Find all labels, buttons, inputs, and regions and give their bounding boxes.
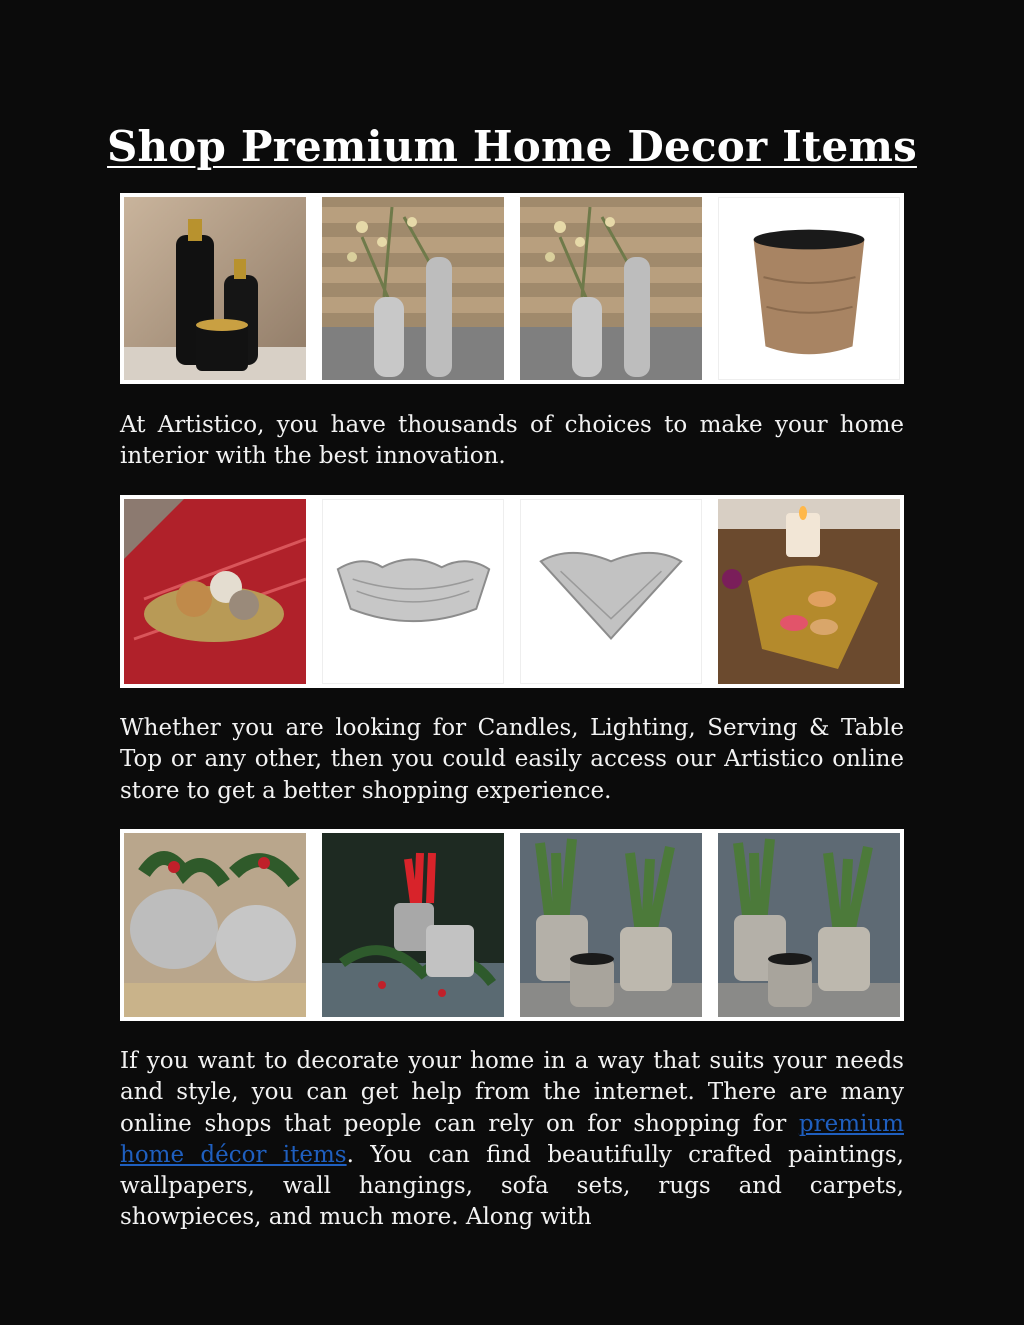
black-gold-vases-image [124, 197, 306, 380]
silver-vases-with-flowers-image [322, 197, 504, 380]
premium-home-decor-link[interactable]: premium home décor items [120, 1110, 904, 1168]
gold-heart-tray-macarons-image [718, 499, 900, 684]
silver-pots-red-flowers-image [322, 833, 504, 1017]
page-title: Shop Premium Home Decor Items [107, 122, 917, 171]
decorate-paragraph [120, 1046, 904, 1234]
intro-paragraph: At Artistico, you have thousands of choices to make your home interior with the best innovation. [120, 412, 904, 470]
silver-pots-snake-plant-image [520, 833, 702, 1017]
silver-vases-with-flowers-image-2 [520, 197, 702, 380]
image-strip-2 [120, 495, 904, 688]
decorate-text-start: If you want to decorate your home in a way that suits your needs and style, you can get help from the internet. There are many online shops that people can rely on for shopping for [120, 1048, 904, 1137]
decorate-text-end: . You can find beautifully crafted paintings, wallpapers, wall hangings, sofa sets, rugs and carpets, showpieces, and much more. Along with [120, 1141, 904, 1231]
silver-wire-bowl-image [322, 499, 504, 684]
image-strip-1 [120, 193, 904, 384]
hammered-gold-planter-image [718, 197, 900, 380]
silver-pots-poinsettia-image [124, 833, 306, 1017]
gold-bowl-with-balls-image [124, 499, 306, 684]
silver-pots-snake-plant-image-2 [718, 833, 900, 1017]
categories-paragraph: Whether you are looking for Candles, Lighting, Serving & Table Top or any other, then you could easily access our Artistico online store to get a better shopping experience. [120, 715, 904, 804]
image-strip-3 [120, 829, 904, 1021]
silver-heart-bowl-image [520, 499, 702, 684]
